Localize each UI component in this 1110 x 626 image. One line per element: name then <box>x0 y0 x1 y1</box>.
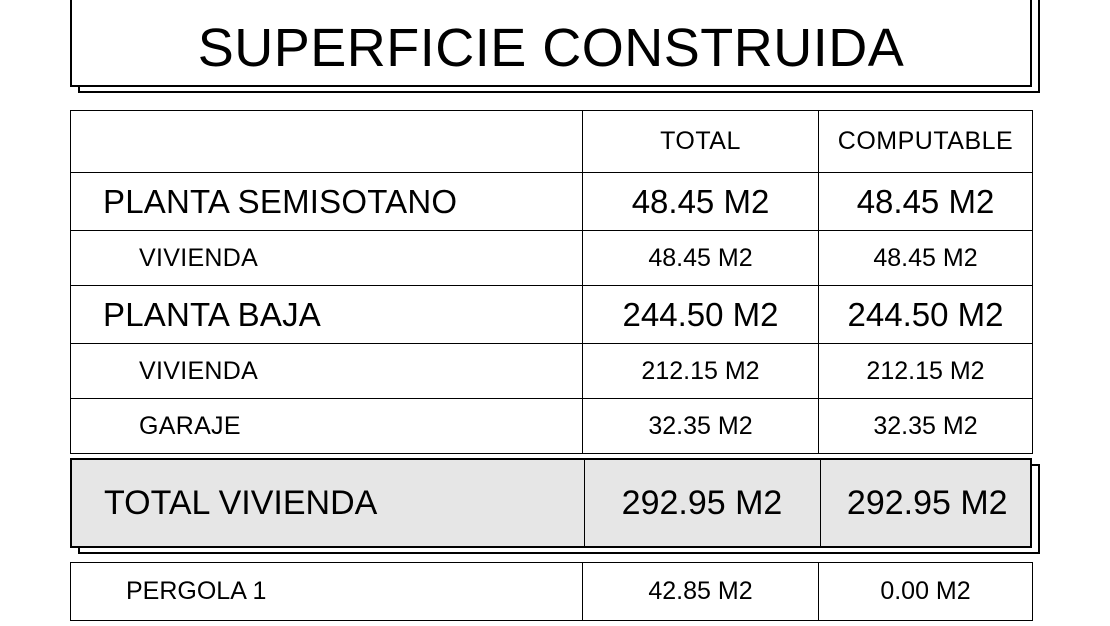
header-cell-label <box>71 111 583 173</box>
page-title: SUPERFICIE CONSTRUIDA <box>197 18 905 78</box>
row-total: 212.15 M2 <box>583 344 819 399</box>
table-row <box>71 173 1033 231</box>
row-total: 244.50 M2 <box>583 286 819 344</box>
total-row-computable: 292.95 M2 <box>820 460 1034 546</box>
row-total: 42.85 M2 <box>583 563 819 621</box>
row-computable: 32.35 M2 <box>819 399 1033 454</box>
surface-area-table <box>70 110 1032 454</box>
document-title-box <box>70 0 1032 87</box>
row-total: 48.45 M2 <box>583 173 819 231</box>
row-computable: 212.15 M2 <box>819 344 1033 399</box>
row-computable: 0.00 M2 <box>819 563 1033 621</box>
row-total: 32.35 M2 <box>583 399 819 454</box>
table-row <box>71 231 1033 286</box>
total-row <box>72 460 1034 546</box>
table-row <box>71 344 1033 399</box>
row-label: PLANTA SEMISOTANO <box>71 173 583 231</box>
row-total: 48.45 M2 <box>583 231 819 286</box>
row-label: VIVIENDA <box>71 231 583 286</box>
extra-rows-table <box>70 562 1032 621</box>
total-row-label: TOTAL VIVIENDA <box>72 460 584 546</box>
total-vivienda-block <box>70 458 1032 548</box>
total-row-total: 292.95 M2 <box>584 460 820 546</box>
extra-rows-clip <box>0 562 1110 626</box>
row-computable: 244.50 M2 <box>819 286 1033 344</box>
row-computable: 48.45 M2 <box>819 173 1033 231</box>
row-label: PERGOLA 1 <box>71 563 583 621</box>
header-cell-computable: COMPUTABLE <box>819 111 1033 173</box>
table-row <box>71 286 1033 344</box>
table-row <box>71 563 1033 621</box>
header-cell-total: TOTAL <box>583 111 819 173</box>
row-label: VIVIENDA <box>71 344 583 399</box>
table-header-row <box>71 111 1033 173</box>
row-label: GARAJE <box>71 399 583 454</box>
row-label: PLANTA BAJA <box>71 286 583 344</box>
table-row <box>71 399 1033 454</box>
row-computable: 48.45 M2 <box>819 231 1033 286</box>
